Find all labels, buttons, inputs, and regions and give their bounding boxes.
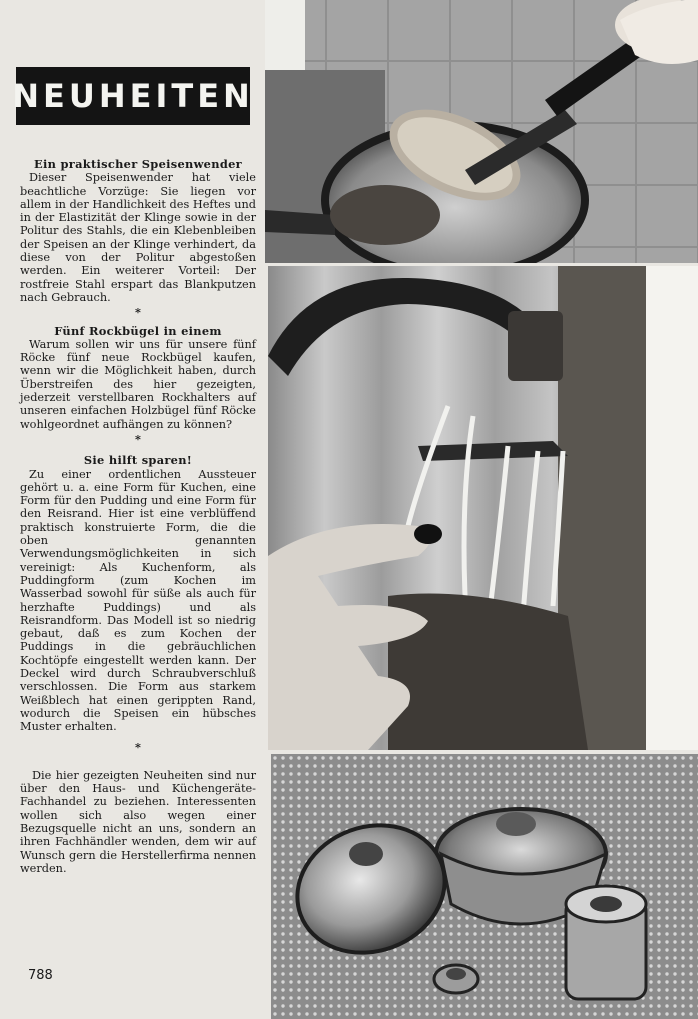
headline: NEUHEITEN xyxy=(16,67,250,125)
section-title-hanger: Fünf Rockbügel in einem xyxy=(54,323,222,338)
article-text xyxy=(20,158,256,875)
section-body-mold: Zu einer ordentlichen Aussteuer gehört u. a. eine Form für Kuchen, eine Form für den Pudding und eine Form für den Reisrand. Hier ist eine verblüffend praktisch konstruierte Form, die die oben genannten Verwendungsmöglichkeiten in sich vereinigt: Als Kuchenform, als Puddingform (zum Kochen im Wasserbad sowohl für süße als auch für herzhafte Puddings) und als Reisrandform. Das Modell ist so niedrig gebaut, daß es zum Kochen der Puddings in die gebräuchlichen Kochtöpfe eingestellt werden kann. Der Deckel wird durch Schraubverschluß verschlossen. Die Form aus starkem Weißblech hat einen gerippten Rand, wodurch die Speisen ein hübsches Muster erhalten. xyxy=(20,467,256,734)
photo-spatula xyxy=(265,0,698,263)
page-number: 788 xyxy=(28,968,53,983)
section-title-spatula: Ein praktischer Speisenwender xyxy=(34,157,242,171)
photo-border-strip xyxy=(646,266,698,750)
section-title-mold: Sie hilft sparen! xyxy=(83,453,193,468)
photo-mold xyxy=(271,754,698,1019)
section-body-hanger: Warum sollen wir uns für unsere fünf Röcke fünf neue Rockbügel kaufen, wenn wir die Möglichkeit haben, durch Überstreifen des hier gezeigten, jederzeit verstellbaren Rockhalters auf unseren einfachen Holzbügel fünf Röcke wohlgeordnet aufhängen zu können? xyxy=(20,337,256,431)
text-column xyxy=(14,0,264,1019)
closing-note: Die hier gezeigten Neuheiten sind nur über den Haus- und Küchengeräte-Fachhandel zu beziehen. Interessenten wollen sich also wegen einer Bezugsquelle nicht an uns, sondern an ihren Fachhändler wenden, dem wir auf Wunsch gern die Herstellerfirma nennen werden. xyxy=(20,768,256,875)
section-body-spatula: Dieser Speisenwender hat viele beachtliche Vorzüge: Sie liegen vor allem in der Handlichkeit des Heftes und in der Elastizität der Klinge sowie in der Politur des Stahls, die ein Klebenbleiben der Speisen an der Klinge verhindert, da diese von der Politur abgestoßen werden. Ein weiterer Vorteil: Der rostfreie Stahl erspart das Blankputzen nach Gebrauch. xyxy=(20,171,256,304)
separator-star: * xyxy=(135,431,141,446)
photo-skirt-hanger xyxy=(268,266,646,750)
separator-star: * xyxy=(135,740,141,755)
separator-star: * xyxy=(135,305,141,320)
